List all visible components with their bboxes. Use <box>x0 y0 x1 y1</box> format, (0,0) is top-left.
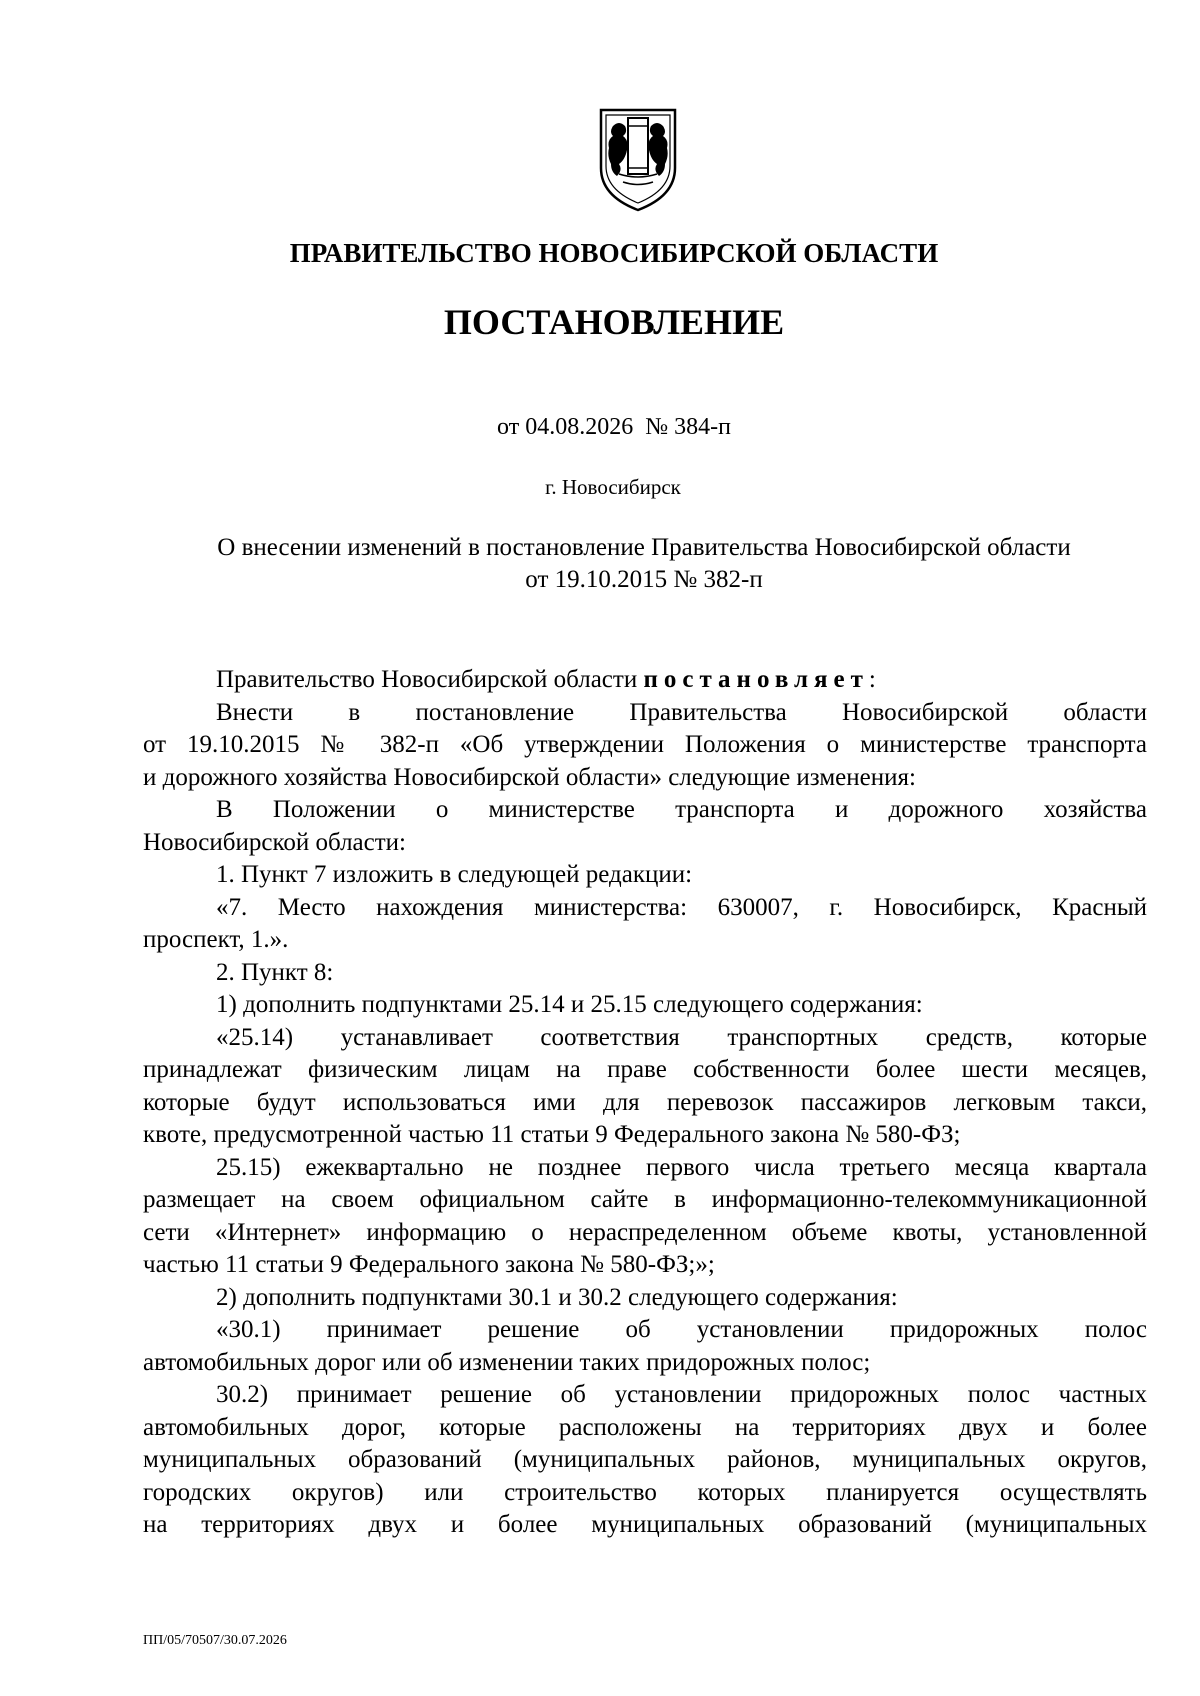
document-number: № 384-п <box>645 414 731 440</box>
document-subject <box>130 532 1130 596</box>
intro-colon: : <box>868 666 876 693</box>
body-line: Новосибирской области: <box>143 828 407 856</box>
body-line: размещает на своем официальном сайте в информационно-телекоммуникационной <box>143 1186 1147 1213</box>
body-line: 1. Пункт 7 изложить в следующей редакции: <box>216 861 693 888</box>
document-date-number <box>0 412 1200 442</box>
body-line: 25.15) ежеквартально не позднее первого числа третьего месяца квартала <box>216 1153 1147 1181</box>
body-line: автомобильных дорог или об изменении таких придорожных полос; <box>143 1348 871 1376</box>
body-line: 1) дополнить подпунктами 25.14 и 25.15 следующего содержания: <box>216 991 923 1018</box>
body-line: 2) дополнить подпунктами 30.1 и 30.2 следующего содержания: <box>216 1283 898 1311</box>
body-line: «7. Место нахождения министерства: 630007, г. Новосибирск, Красный <box>216 893 1147 921</box>
body-line: проспект, 1.». <box>143 926 289 953</box>
body-line: автомобильных дорог, которые расположены на территориях двух и более <box>143 1413 1147 1441</box>
document-footer-code: ПП/05/70507/30.07.2026 <box>143 1633 287 1648</box>
coat-of-arms-icon <box>597 108 679 212</box>
body-line: и дорожного хозяйства Новосибирской области» следующие изменения: <box>143 763 916 791</box>
body-line: 30.2) принимает решение об установлении придорожных полос частных <box>216 1381 1147 1408</box>
subject-line: от 19.10.2015 № 382-п <box>525 566 763 593</box>
resolution-intro <box>143 664 1147 697</box>
intro-spaced-verb: постановляет <box>643 666 869 693</box>
document-city: г. Новосибирск <box>545 475 681 499</box>
intro-text: Правительство Новосибирской области <box>216 666 644 693</box>
organization-title: ПРАВИТЕЛЬСТВО НОВОСИБИРСКОЙ ОБЛАСТИ <box>289 238 939 268</box>
body-line: которые будут использоваться ими для перевозок пассажиров легковым такси, <box>143 1088 1147 1116</box>
body-line: городских округов) или строительство которых планируется осуществлять <box>143 1478 1147 1506</box>
document-type-title: ПОСТАНОВЛЕНИЕ <box>443 302 785 342</box>
body-line: квоте, предусмотренной частью 11 статьи 9 Федерального закона № 580-ФЗ; <box>143 1121 961 1148</box>
body-line: Внести в постановление Правительства Новосибирской области <box>216 698 1147 726</box>
document-date: от 04.08.2026 <box>497 414 634 440</box>
body-line: сети «Интернет» информацию о нераспределенном объеме квоты, установленной <box>143 1218 1147 1246</box>
subject-line: О внесении изменений в постановление Правительства Новосибирской области <box>217 534 1071 561</box>
body-line: «25.14) устанавливает соответствия транспортных средств, которые <box>216 1023 1147 1051</box>
body-line: принадлежат физическим лицам на праве собственности более шести месяцев, <box>143 1056 1147 1083</box>
body-line: на территориях двух и более муниципальных образований (муниципальных <box>143 1511 1147 1538</box>
body-line: 2. Пункт 8: <box>216 958 334 986</box>
body-line: от 19.10.2015 № 382-п «Об утверждении Положения о министерстве транспорта <box>143 731 1147 758</box>
body-line: «30.1) принимает решение об установлении придорожных полос <box>216 1316 1147 1343</box>
body-line: В Положении о министерстве транспорта и дорожного хозяйства <box>216 796 1147 823</box>
body-line: муниципальных образований (муниципальных районов, муниципальных округов, <box>143 1446 1147 1473</box>
document-body <box>143 664 1147 1542</box>
body-line: частью 11 статьи 9 Федерального закона № 580-ФЗ;»; <box>143 1251 715 1278</box>
